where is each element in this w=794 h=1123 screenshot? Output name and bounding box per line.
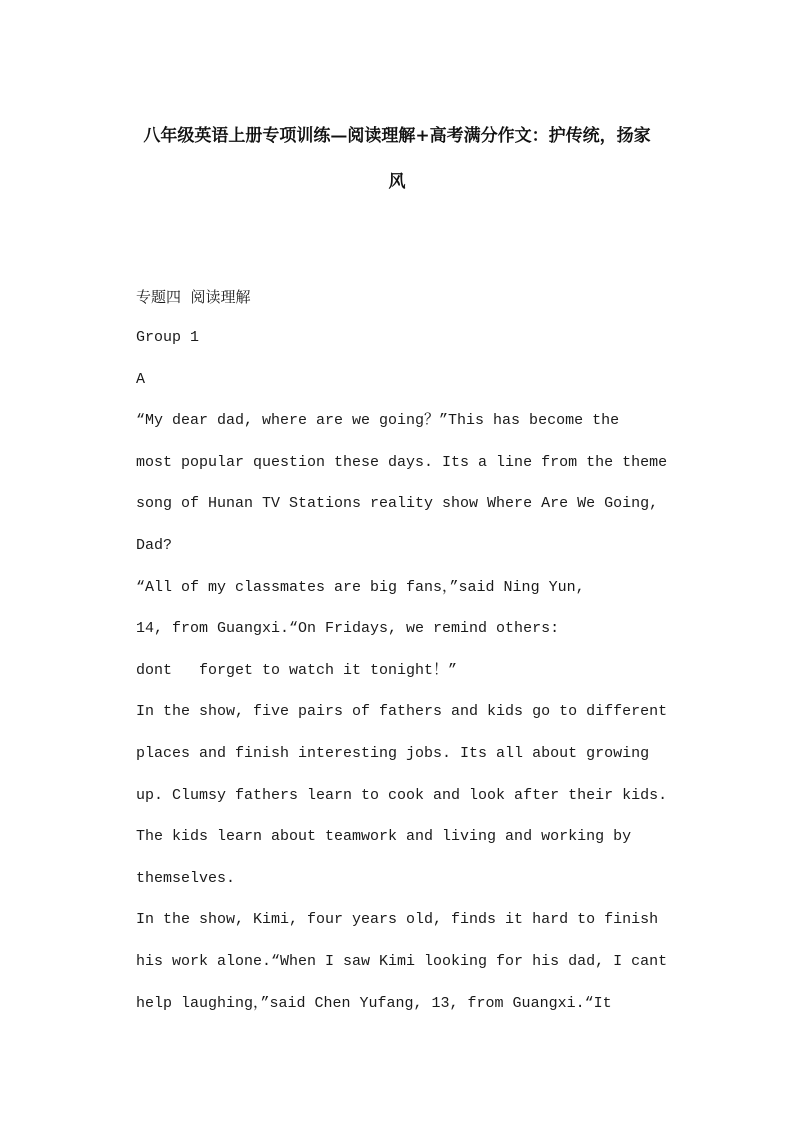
passage-line: his work alone.“When I saw Kimi looking for his dad, I cant [136, 953, 668, 970]
passage-line: up. Clumsy fathers learn to cook and look after their kids. [136, 787, 668, 804]
passage-line: The kids learn about teamwork and living and working by [136, 828, 632, 845]
document-title-line-1: 八年级英语上册专项训练—阅读理解+高考满分作文：护传统，扬家 [143, 126, 651, 146]
passage-line: In the show, five pairs of fathers and kids go to different [136, 703, 668, 720]
passage-line: places and finish interesting jobs. Its all about growing [136, 745, 650, 762]
document-title-line-2: 风 [388, 172, 406, 192]
passage-line: 14, from Guangxi.“On Fridays, we remind others: [136, 620, 560, 637]
passage-line: most popular question these days. Its a line from the theme [136, 454, 668, 471]
section-heading: 专题四 阅读理解 [136, 288, 251, 306]
passage-line: help laughing，”said Chen Yufang, 13, from Guangxi.“It [136, 995, 612, 1012]
group-label: Group 1 [136, 329, 200, 346]
passage-line: In the show, Kimi, four years old, finds it hard to finish [136, 911, 659, 928]
passage-line: “My dear dad, where are we going？”This has become the [136, 412, 620, 429]
passage-line: themselves. [136, 870, 236, 887]
passage-line: song of Hunan TV Stations reality show Where Are We Going, [136, 495, 659, 512]
passage-line: Dad? [136, 537, 173, 554]
passage-label: A [136, 371, 146, 388]
passage-line: “All of my classmates are big fans，”said Ning Yun, [136, 579, 585, 596]
passage-line: dont forget to watch it tonight！” [136, 662, 458, 679]
